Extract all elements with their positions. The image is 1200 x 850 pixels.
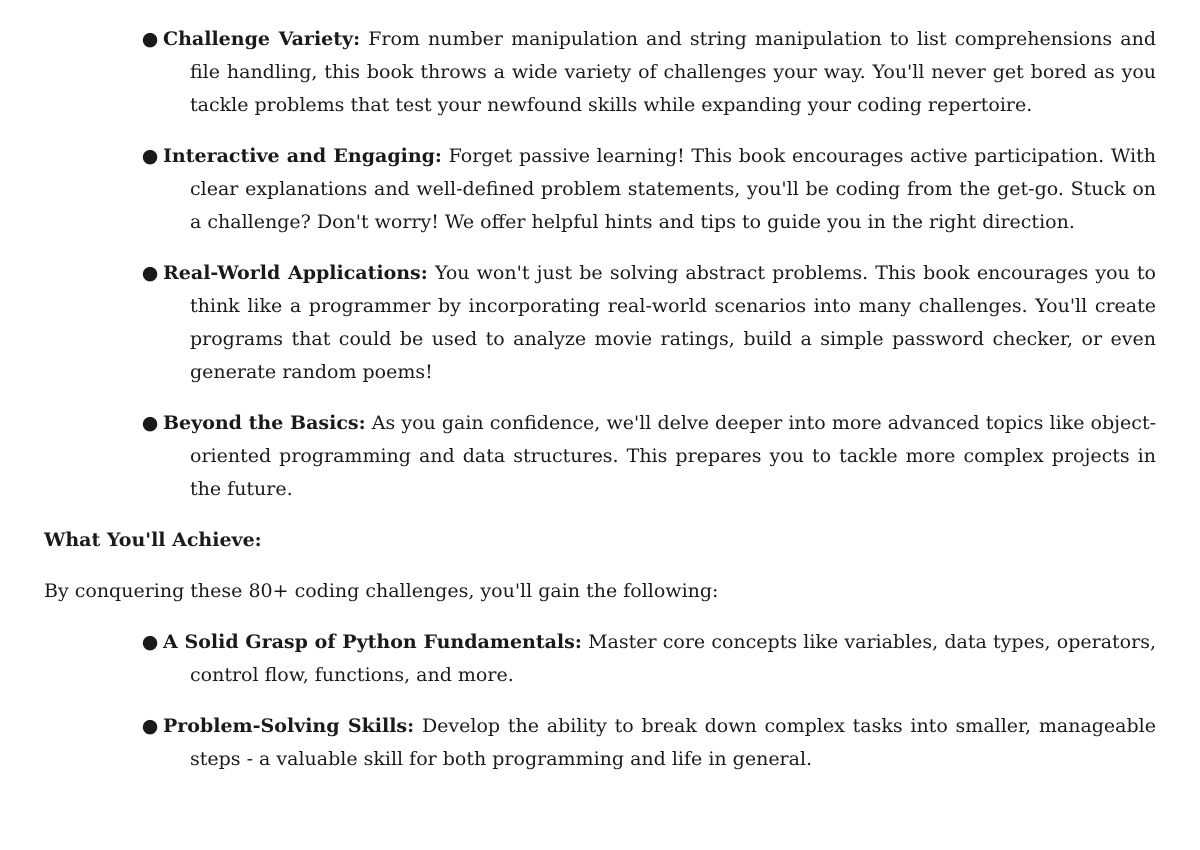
list-item-title: A Solid Grasp of Python Fundamentals: <box>163 631 582 653</box>
bullet-icon: ● <box>141 145 159 167</box>
list-item-title: Challenge Variety: <box>163 28 361 50</box>
list-item <box>141 710 1156 776</box>
features-list <box>0 23 1200 506</box>
list-item-text <box>163 257 1156 389</box>
list-item-body: Master core concepts like variables, data types, operators, control flow, functions, and more. <box>190 631 1156 686</box>
bullet-icon: ● <box>141 262 159 284</box>
list-item-text <box>163 626 1156 692</box>
list-item-text <box>163 23 1156 122</box>
list-item <box>141 23 1156 122</box>
achievements-list <box>0 626 1200 776</box>
list-item-title: Real-World Applications: <box>163 262 428 284</box>
list-item-text <box>163 710 1156 776</box>
list-item <box>141 407 1156 506</box>
section-heading: What You'll Achieve: <box>44 529 262 551</box>
list-item-body: Forget passive learning! This book encourages active participation. With clear explanations and well-defined problem statements, you'll be coding from the get-go. Stuck on a challenge? Don't worry! We offer helpful hints and tips to guide you in the right direction. <box>190 145 1156 233</box>
bullet-icon: ● <box>141 715 159 737</box>
list-item-body: Develop the ability to break down complex tasks into smaller, manageable steps - a valuable skill for both programming and life in general. <box>190 715 1156 770</box>
list-item-body: You won't just be solving abstract problems. This book encourages you to think like a programmer by incorporating real-world scenarios into many challenges. You'll create programs that could be used to analyze movie ratings, build a simple password checker, or even generate random poems! <box>190 262 1156 383</box>
intro-paragraph: By conquering these 80+ coding challenges, you'll gain the following: <box>44 580 719 602</box>
list-item-text <box>163 407 1156 506</box>
bullet-icon: ● <box>141 28 159 50</box>
list-item-title: Problem-Solving Skills: <box>163 715 415 737</box>
list-item <box>141 140 1156 239</box>
document-page <box>0 23 1200 794</box>
list-item <box>141 257 1156 389</box>
list-item-body: As you gain confidence, we'll delve deeper into more advanced topics like object-oriented programming and data structures. This prepares you to tackle more complex projects in the future. <box>190 412 1156 500</box>
list-item <box>141 626 1156 692</box>
list-item-body: From number manipulation and string manipulation to list comprehensions and file handling, this book throws a wide variety of challenges your way. You'll never get bored as you tackle problems that test your newfound skills while expanding your coding repertoire. <box>190 28 1156 116</box>
bullet-icon: ● <box>141 412 159 434</box>
list-item-title: Interactive and Engaging: <box>163 145 442 167</box>
bullet-icon: ● <box>141 631 159 653</box>
list-item-text <box>163 140 1156 239</box>
list-item-title: Beyond the Basics: <box>163 412 366 434</box>
